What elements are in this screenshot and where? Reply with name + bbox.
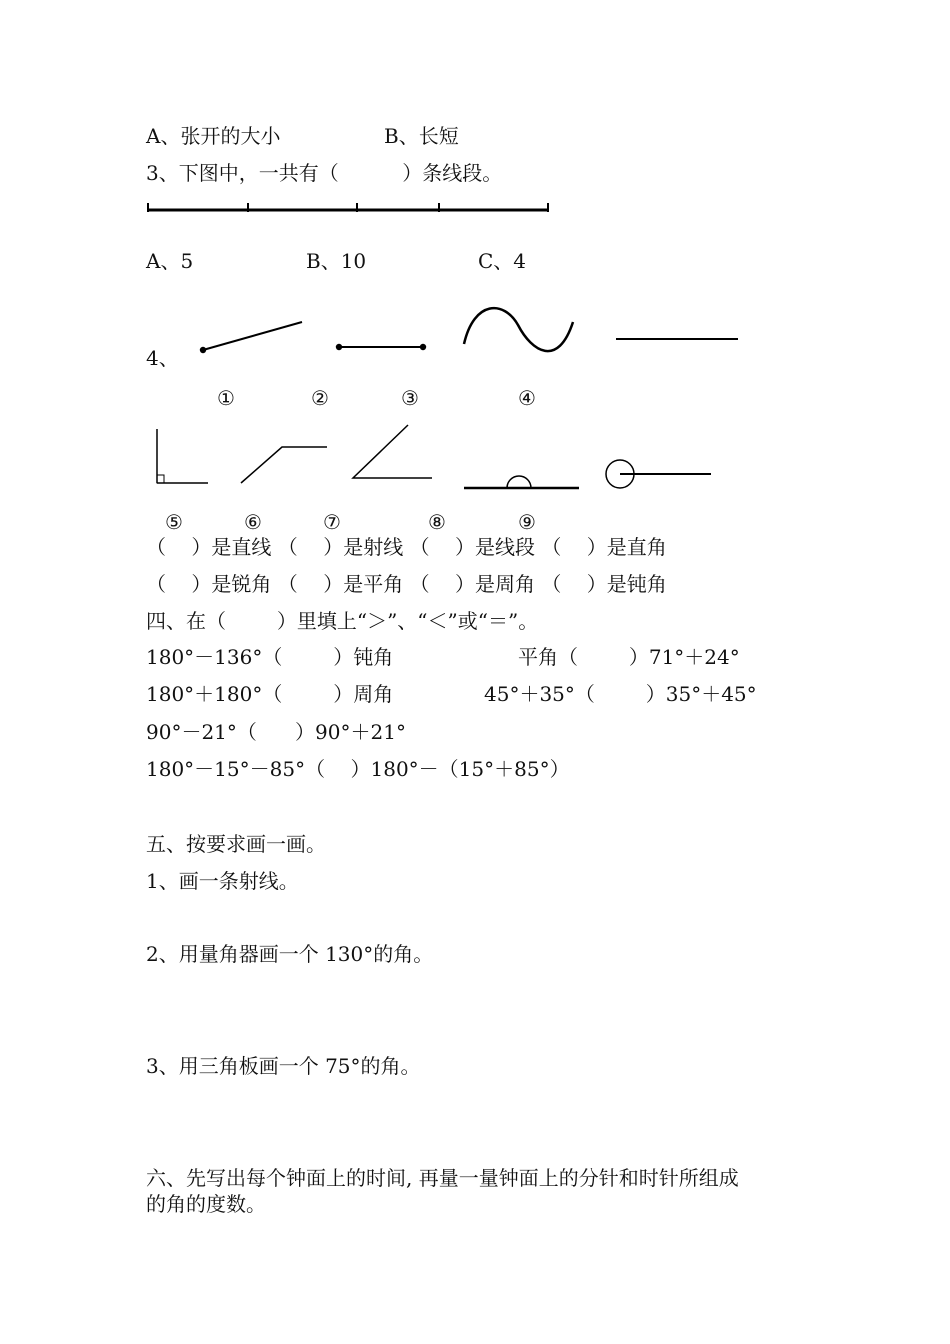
- q4-marker-8: ⑧: [428, 510, 446, 534]
- q3-question: 3、下图中，一共有（ ）条线段。: [146, 161, 503, 185]
- q4-marker-2: ②: [311, 386, 329, 410]
- q4-marker-3: ③: [401, 386, 419, 410]
- section6-line-1: 六、先写出每个钟面上的时间, 再量一量钟面上的分针和时针所组成: [146, 1166, 739, 1190]
- q4-figures-row1: [0, 300, 950, 380]
- q4-figures-row2: [0, 420, 950, 500]
- q3-option-c: C、4: [478, 249, 527, 273]
- q3-option-b: B、10: [306, 249, 367, 273]
- q3-option-a: A、5: [146, 249, 194, 273]
- q4-marker-4: ④: [518, 386, 536, 410]
- q2-option-a: A、张开的大小: [146, 124, 281, 148]
- q4-label: 4、: [146, 346, 179, 370]
- q4-marker-7: ⑦: [323, 510, 341, 534]
- q4-marker-6: ⑥: [244, 510, 262, 534]
- section4-row3: 90°－21°（ ）90°＋21°: [146, 720, 406, 744]
- section5-item-1: 1、画一条射线。: [146, 869, 299, 893]
- section5-item-2: 2、用量角器画一个 130°的角。: [146, 942, 434, 966]
- q4-fill-line-1: （ ）是直线 （ ）是射线 （ ）是线段 （ ）是直角: [146, 535, 667, 559]
- q4-fill-line-2: （ ）是锐角 （ ）是平角 （ ）是周角 （ ）是钝角: [146, 572, 667, 596]
- section4-row4: 180°－15°－85°（ ）180°－（15°＋85°）: [146, 757, 570, 781]
- q4-marker-5: ⑤: [165, 510, 183, 534]
- section4-title: 四、在（ ）里填上“＞”、“＜”或“＝”。: [146, 609, 539, 633]
- section4-row2-left: 180°＋180°（ ）周角: [146, 682, 394, 706]
- section4-row1-left: 180°－136°（ ）钝角: [146, 645, 394, 669]
- q4-marker-9: ⑨: [518, 510, 536, 534]
- section5-item-3: 3、用三角板画一个 75°的角。: [146, 1054, 421, 1078]
- q2-option-b: B、长短: [384, 124, 459, 148]
- section4-row1-right: 平角（ ）71°＋24°: [518, 645, 740, 669]
- section5-title: 五、按要求画一画。: [146, 832, 326, 856]
- q3-segment-figure: [140, 198, 560, 222]
- section4-row2-right: 45°＋35°（ ）35°＋45°: [484, 682, 757, 706]
- section6-line-2: 的角的度数。: [146, 1192, 266, 1216]
- q4-marker-1: ①: [217, 386, 235, 410]
